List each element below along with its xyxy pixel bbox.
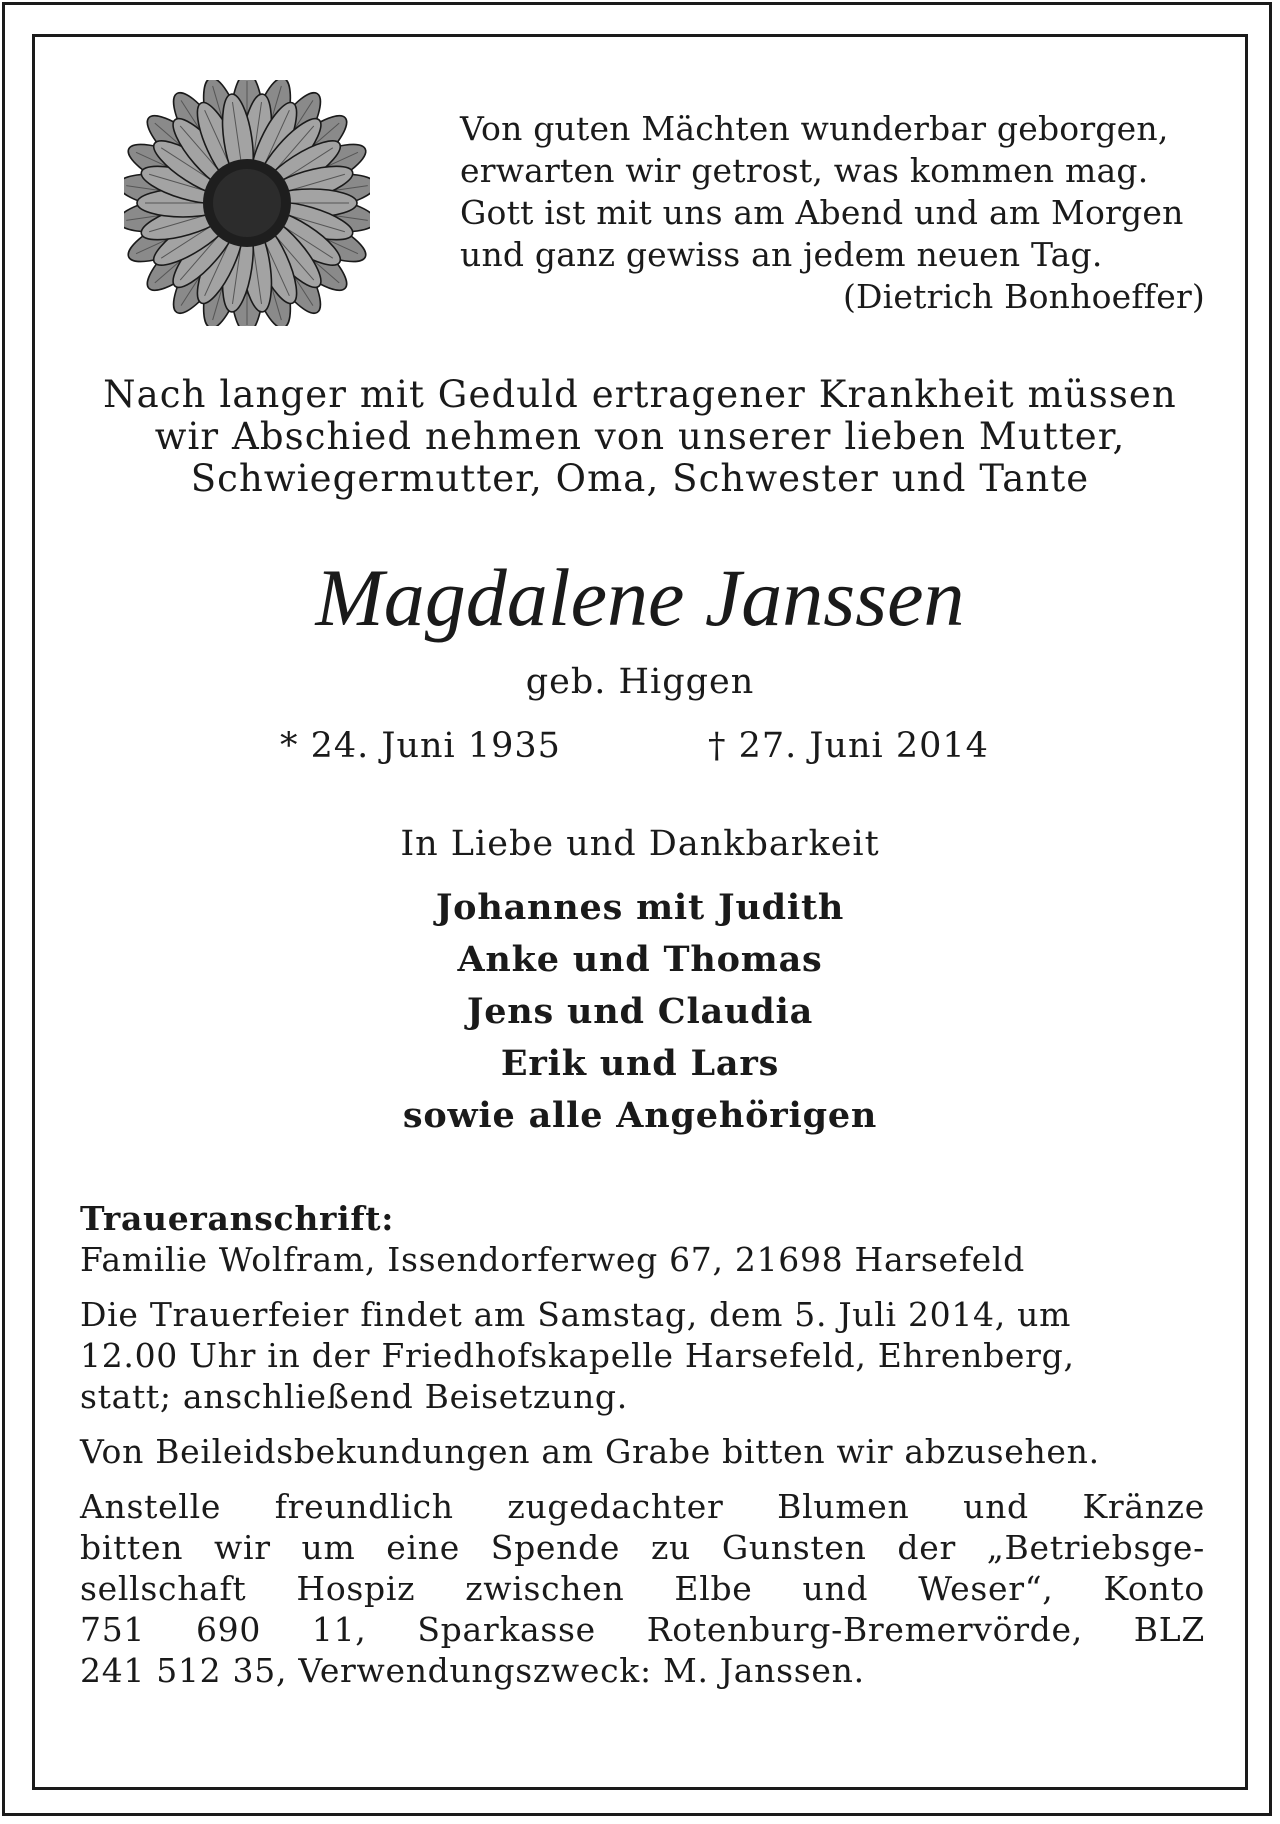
mourner-name: Jens und Claudia bbox=[466, 991, 814, 1032]
mourners-intro: In Liebe und Dankbarkeit bbox=[400, 824, 880, 864]
deceased-name: Magdalene Janssen bbox=[315, 552, 965, 643]
sunflower-inner-center bbox=[213, 169, 281, 237]
address-block bbox=[80, 1198, 1205, 1280]
funeral-line: Die Trauerfeier findet am Samstag, dem 5. Juli 2014, um bbox=[80, 1295, 1072, 1334]
funeral-info bbox=[80, 1294, 1205, 1417]
poem-line: und ganz gewiss an jedem neuen Tag. bbox=[460, 235, 1103, 274]
announcement-intro bbox=[60, 374, 1220, 500]
birth-date: * 24. Juni 1935 bbox=[280, 726, 561, 766]
death-date: † 27. Juni 2014 bbox=[708, 726, 989, 766]
intro-line: Schwiegermutter, Oma, Schwester und Tante bbox=[190, 457, 1090, 500]
poem-line: Gott ist mit uns am Abend und am Morgen bbox=[460, 193, 1184, 232]
donation-line: 241 512 35, Verwendungszweck: M. Janssen. bbox=[80, 1651, 865, 1690]
mourners-list bbox=[60, 882, 1220, 1142]
address-heading: Traueranschrift: bbox=[80, 1199, 395, 1238]
intro-line: Nach langer mit Geduld ertragener Krankheit müssen bbox=[103, 373, 1177, 416]
condolence-note: Von Beileidsbekundungen am Grabe bitten wir abzusehen. bbox=[80, 1432, 1100, 1471]
donation-line: 751 690 11, Sparkasse Rotenburg-Bremervörde, BLZ bbox=[80, 1610, 1205, 1649]
poem-line: Von guten Mächten wunderbar geborgen, bbox=[460, 109, 1169, 148]
sunflower-icon bbox=[124, 80, 370, 326]
donation-line: sellschaft Hospiz zwischen Elbe und Weser“, Konto bbox=[80, 1569, 1205, 1608]
mourner-name: Johannes mit Judith bbox=[435, 887, 845, 928]
mourner-name: sowie alle Angehörigen bbox=[402, 1095, 878, 1136]
donation-line: bitten wir um eine Spende zu Gunsten der „Betriebsge- bbox=[80, 1528, 1205, 1567]
notice-details bbox=[80, 1198, 1205, 1691]
poem-author: (Dietrich Bonhoeffer) bbox=[842, 277, 1205, 316]
funeral-line: statt; anschließend Beisetzung. bbox=[80, 1377, 628, 1416]
mourner-name: Erik und Lars bbox=[500, 1043, 780, 1084]
address-text: Familie Wolfram, Issendorferweg 67, 21698 Harsefeld bbox=[80, 1240, 1025, 1279]
poem-line: erwarten wir getrost, was kommen mag. bbox=[460, 151, 1149, 190]
donation-line: Anstelle freundlich zugedachter Blumen und Kränze bbox=[80, 1487, 1205, 1526]
donation-info bbox=[80, 1486, 1205, 1691]
funeral-line: 12.00 Uhr in der Friedhofskapelle Harsefeld, Ehrenberg, bbox=[80, 1336, 1075, 1375]
birth-name: geb. Higgen bbox=[525, 662, 755, 702]
mourner-name: Anke und Thomas bbox=[457, 939, 823, 980]
intro-line: wir Abschied nehmen von unserer lieben Mutter, bbox=[154, 415, 1126, 458]
poem-quote bbox=[460, 108, 1205, 318]
